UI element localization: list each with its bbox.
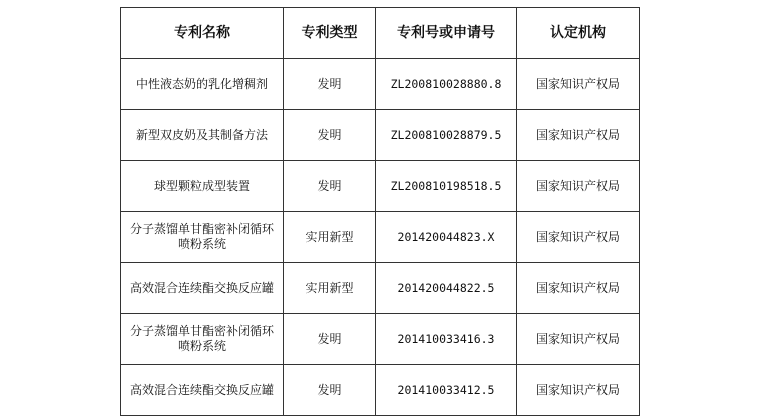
- table-row: [121, 161, 640, 212]
- patent-table: [120, 7, 640, 416]
- cell-patent-number: ZL200810028880.8: [376, 59, 517, 110]
- cell-patent-number: ZL200810198518.5: [376, 161, 517, 212]
- cell-patent-type: 发明: [284, 365, 376, 416]
- cell-patent-type: 实用新型: [284, 263, 376, 314]
- table-header-row: [121, 8, 640, 59]
- table-row: [121, 212, 640, 263]
- cell-patent-number: 201410033412.5: [376, 365, 517, 416]
- cell-patent-number: 201410033416.3: [376, 314, 517, 365]
- table-row: [121, 110, 640, 161]
- cell-certifying-authority: 国家知识产权局: [517, 314, 640, 365]
- cell-certifying-authority: 国家知识产权局: [517, 59, 640, 110]
- cell-patent-name: 新型双皮奶及其制备方法: [121, 110, 284, 161]
- cell-patent-number: 201420044822.5: [376, 263, 517, 314]
- cell-patent-name: 球型颗粒成型装置: [121, 161, 284, 212]
- cell-certifying-authority: 国家知识产权局: [517, 263, 640, 314]
- table-row: [121, 314, 640, 365]
- table-row: [121, 59, 640, 110]
- table-row: [121, 365, 640, 416]
- cell-patent-type: 发明: [284, 314, 376, 365]
- cell-patent-type: 发明: [284, 59, 376, 110]
- cell-patent-name: 分子蒸馏单甘酯密补闭循环喷粉系统: [121, 314, 284, 365]
- cell-patent-name: 高效混合连续酯交换反应罐: [121, 263, 284, 314]
- cell-certifying-authority: 国家知识产权局: [517, 365, 640, 416]
- cell-patent-type: 实用新型: [284, 212, 376, 263]
- header-patent-type: 专利类型: [284, 8, 376, 59]
- cell-patent-name: 分子蒸馏单甘酯密补闭循环喷粉系统: [121, 212, 284, 263]
- cell-patent-name: 高效混合连续酯交换反应罐: [121, 365, 284, 416]
- header-patent-name: 专利名称: [121, 8, 284, 59]
- cell-patent-number: ZL200810028879.5: [376, 110, 517, 161]
- cell-patent-name: 中性液态奶的乳化增稠剂: [121, 59, 284, 110]
- cell-patent-type: 发明: [284, 110, 376, 161]
- header-patent-number: 专利号或申请号: [376, 8, 517, 59]
- cell-certifying-authority: 国家知识产权局: [517, 110, 640, 161]
- cell-patent-number: 201420044823.X: [376, 212, 517, 263]
- table-row: [121, 263, 640, 314]
- cell-certifying-authority: 国家知识产权局: [517, 161, 640, 212]
- cell-certifying-authority: 国家知识产权局: [517, 212, 640, 263]
- cell-patent-type: 发明: [284, 161, 376, 212]
- header-certifying-authority: 认定机构: [517, 8, 640, 59]
